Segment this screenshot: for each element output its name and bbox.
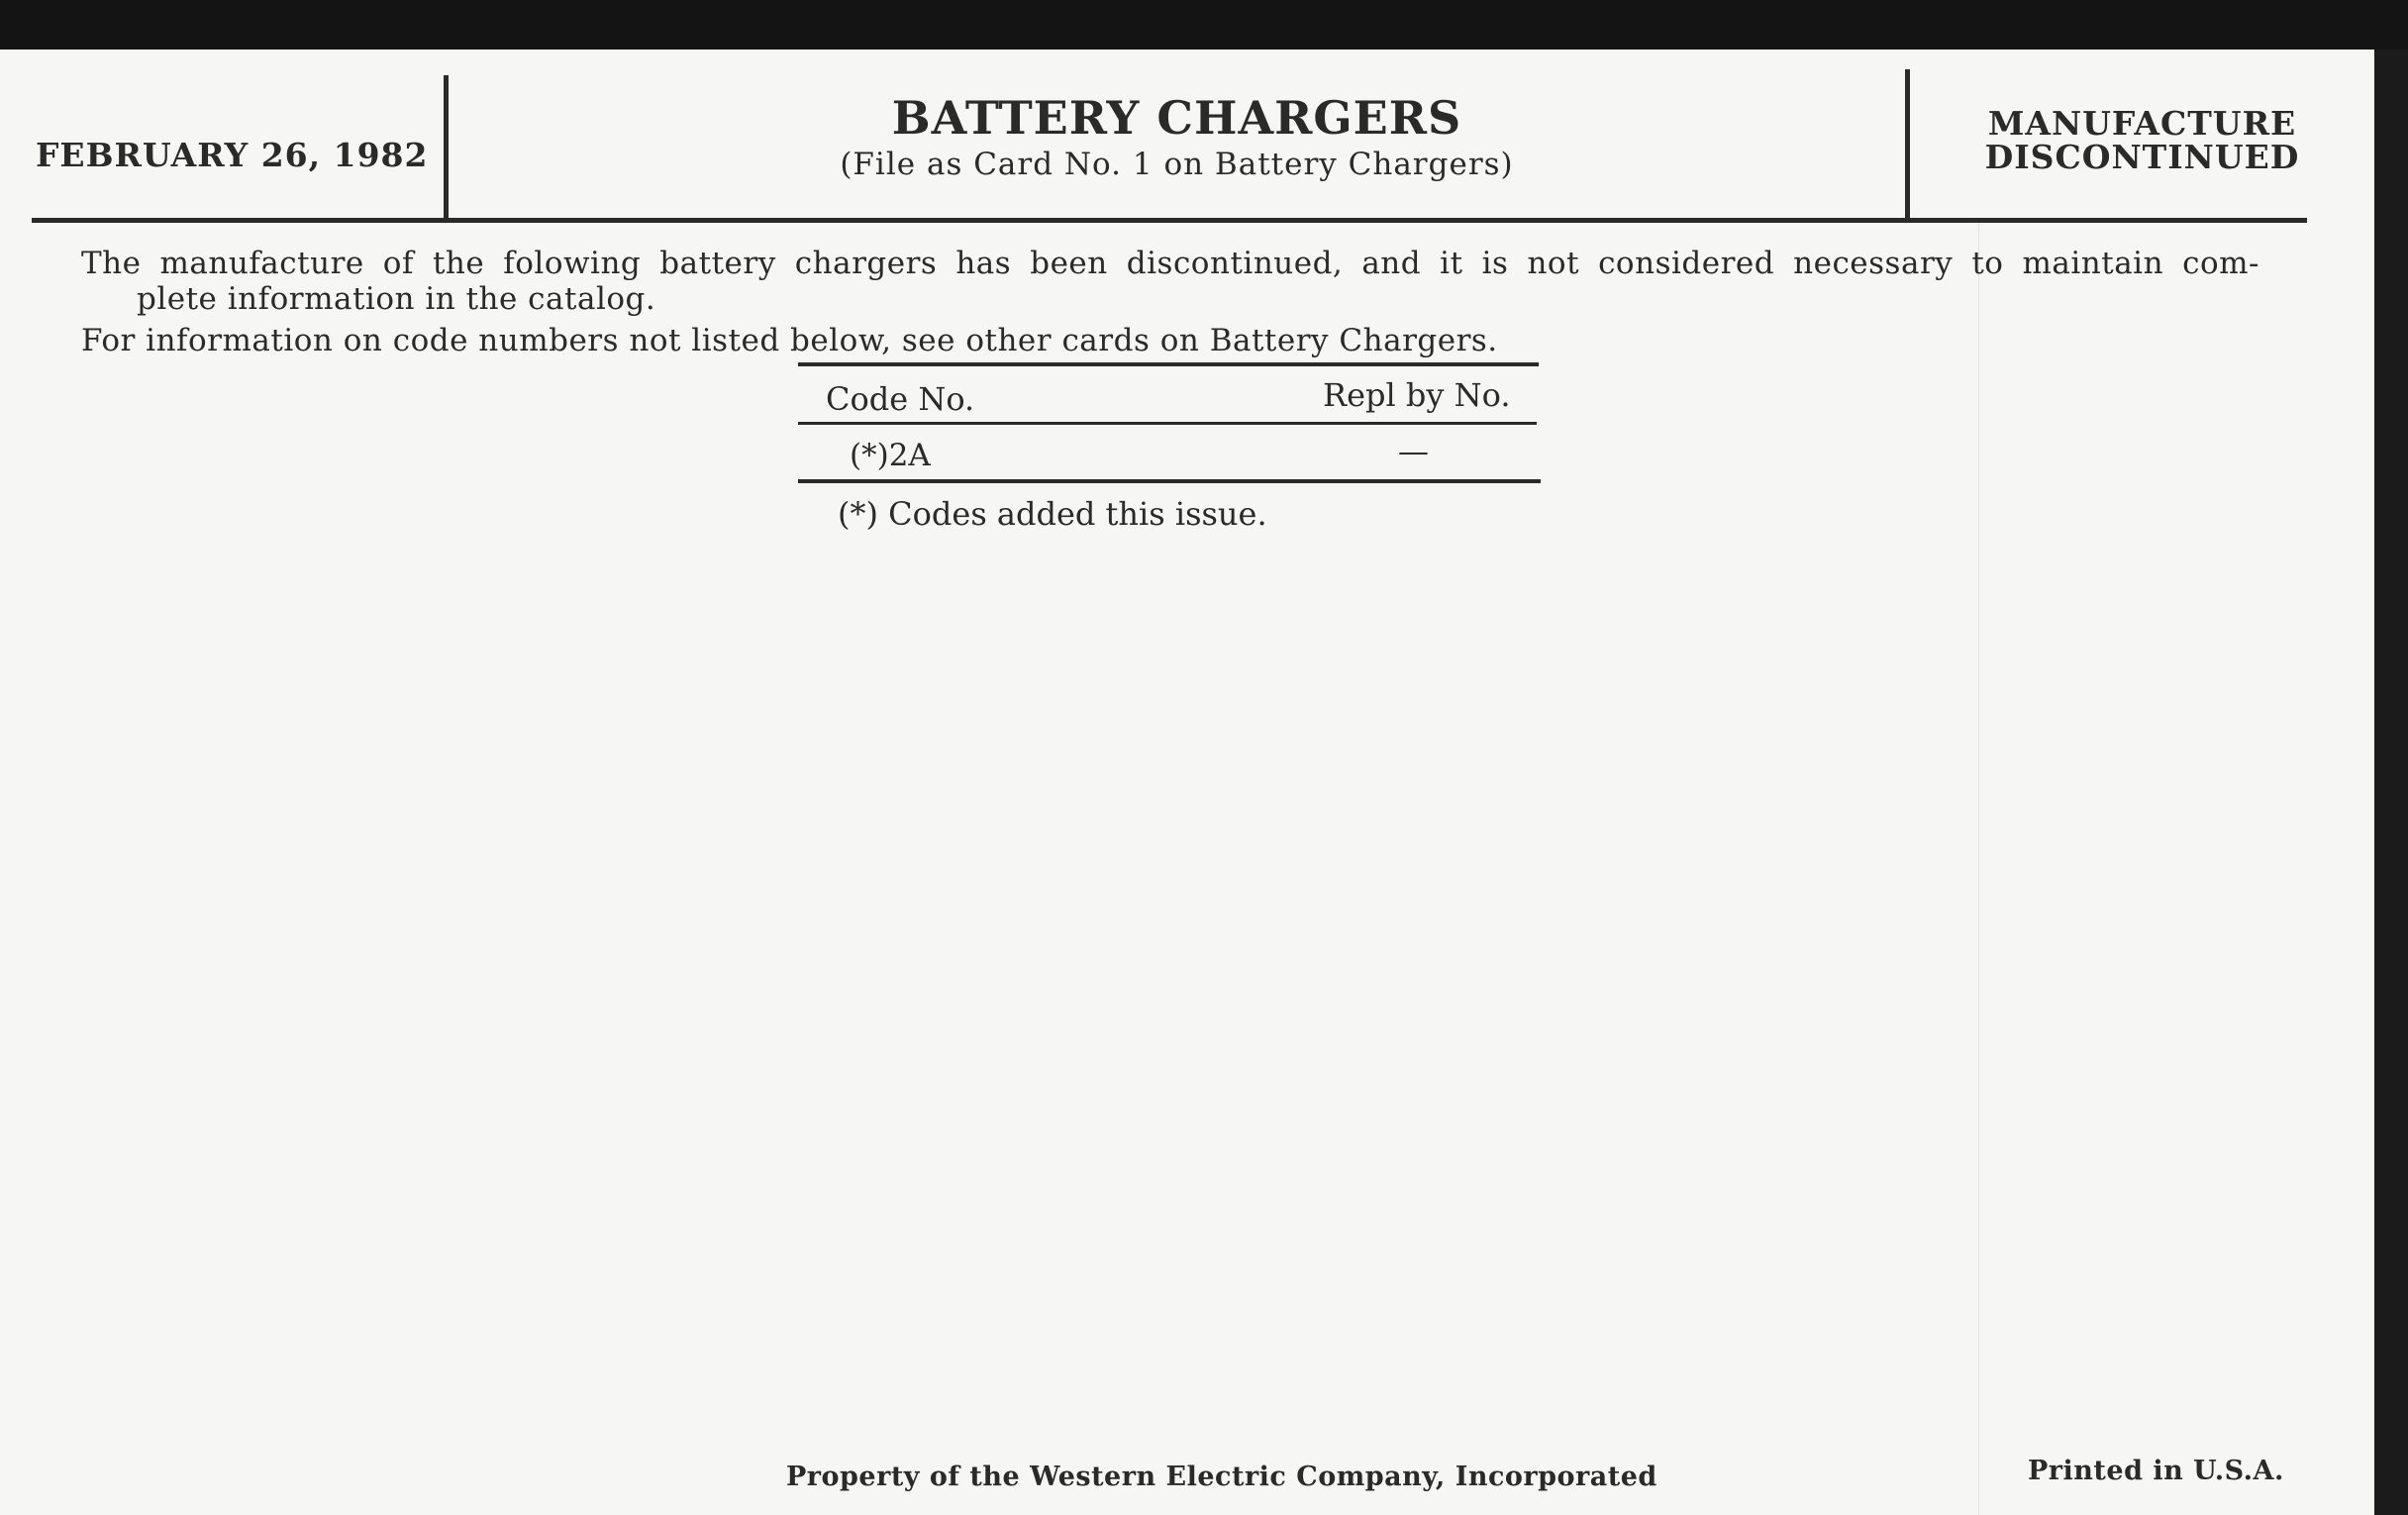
card-subtitle: (File as Card No. 1 on Battery Chargers) [840, 147, 1514, 182]
scan-right-edge [2374, 50, 2408, 1515]
footer-property: Property of the Western Electric Company, Incorporated [786, 1462, 1657, 1492]
header-rule [32, 218, 2307, 223]
intro-paragraph-line-1: The manufacture of the folowing battery chargers has been discontinued, and it is not considered necessary to maintain com- [81, 246, 2259, 281]
footer-printed: Printed in U.S.A. [2028, 1456, 2284, 1486]
table-cell-replacement: — [1398, 434, 1429, 469]
info-paragraph: For information on code numbers not listed below, see other cards on Battery Chargers. [81, 323, 1498, 358]
table-footnote: (*) Codes added this issue. [838, 495, 1267, 533]
table-top-rule [798, 362, 1539, 366]
table-header-replacement: Repl by No. [1323, 376, 1511, 414]
intro-paragraph-line-2: plete information in the catalog. [137, 281, 656, 317]
status-label [1910, 104, 2374, 176]
card-title: BATTERY CHARGERS [891, 91, 1462, 145]
catalog-card [0, 50, 2374, 1515]
table-bottom-rule [798, 479, 1541, 483]
scan-top-edge [0, 0, 2408, 51]
table-header-rule [798, 422, 1537, 425]
paper-crease [1978, 218, 1979, 1515]
issue-date: FEBRUARY 26, 1982 [36, 136, 429, 174]
status-line-1: MANUFACTURE [1987, 104, 2297, 143]
table-cell-code: (*)2A [850, 438, 931, 473]
status-line-2: DISCONTINUED [1984, 138, 2300, 176]
table-header-code: Code No. [826, 380, 975, 418]
